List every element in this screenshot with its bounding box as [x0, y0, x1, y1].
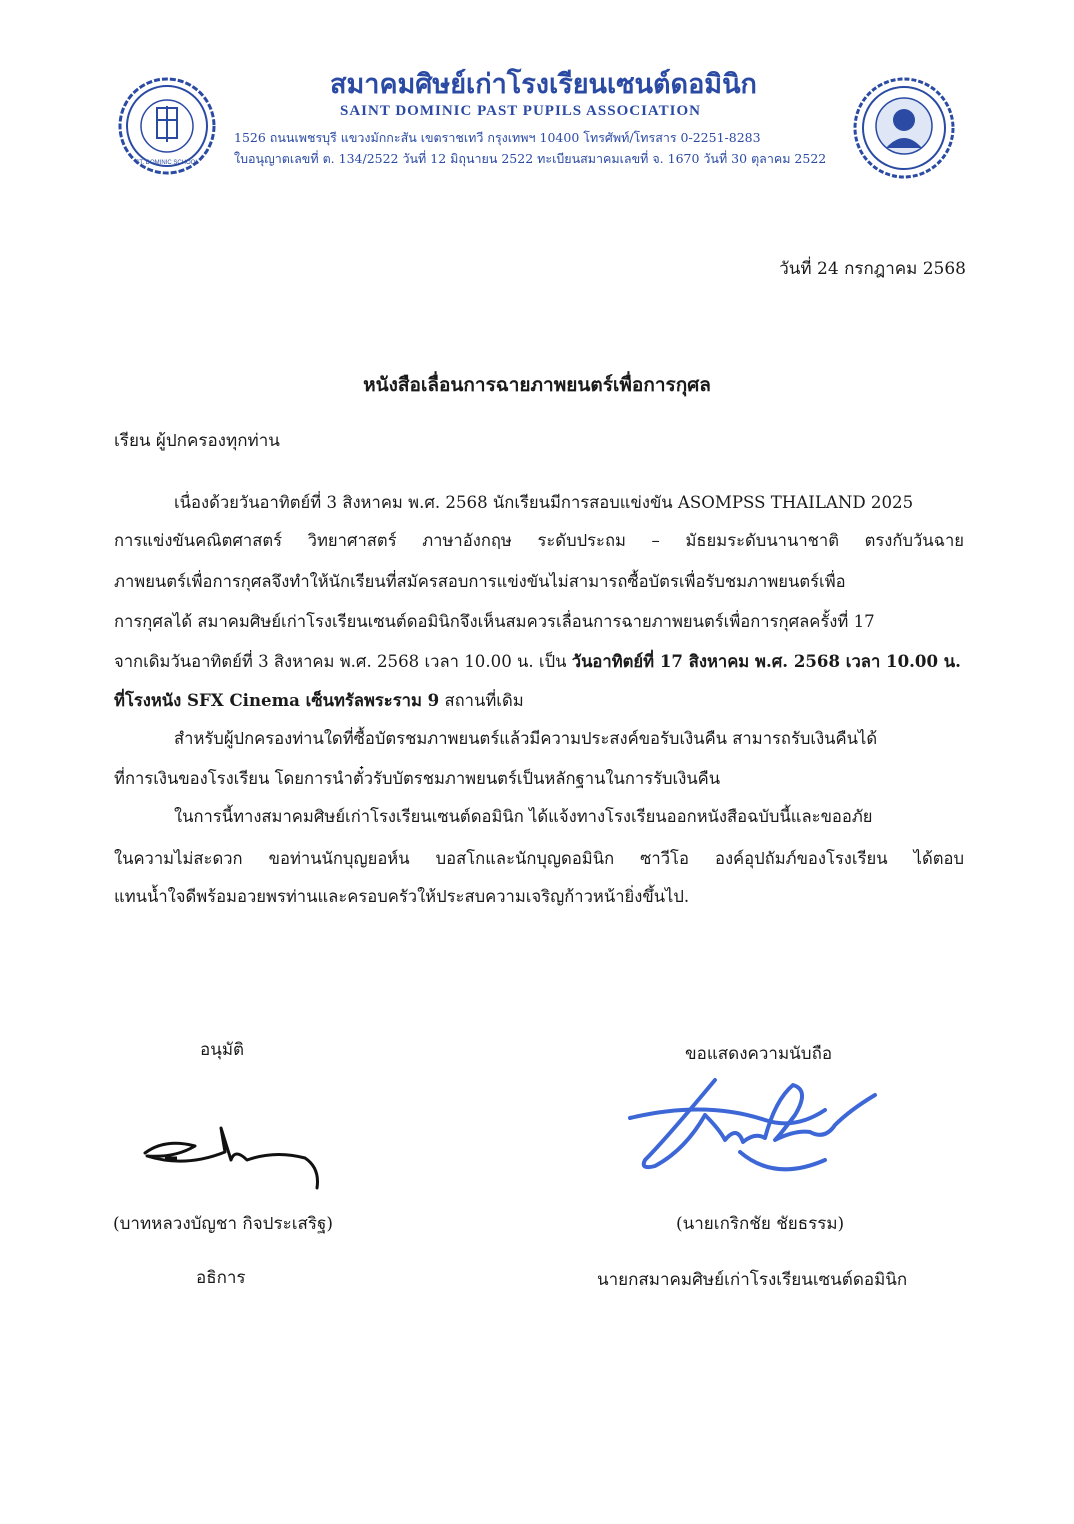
- letter-subject: หนังสือเลื่อนการฉายภาพยนตร์เพื่อการกุศล: [363, 374, 711, 396]
- president-name: (นายเกริกชัย ชัยธรรม): [676, 1214, 845, 1234]
- director-signature: [135, 1108, 345, 1198]
- paragraph-1-line-4: การกุศลได้ สมาคมศิษย์เก่าโรงเรียนเซนต์ดอมินิกจึงเห็นสมควรเลื่อนการฉายภาพยนตร์เพื่อการกุศลครั้งที่ 17: [114, 612, 875, 631]
- paragraph-1-line-2: การแข่งขันคณิตศาสตร์ วิทยาศาสตร์ ภาษาอังกฤษ ระดับประถม – มัธยมระดับนานาชาติ ตรงกับวันฉาย: [114, 531, 964, 550]
- paragraph-3-line-1: ในการนี้ทางสมาคมศิษย์เก่าโรงเรียนเซนต์ดอมินิก ได้แจ้งทางโรงเรียนออกหนังสือฉบับนี้และขออภัย: [174, 807, 873, 826]
- original-date-text: จากเดิมวันอาทิตย์ที่ 3 สิงหาคม พ.ศ. 2568 เวลา 10.00 น. เป็น: [114, 652, 572, 671]
- association-license: ใบอนุญาตเลขที่ ต. 134/2522 วันที่ 12 มิถุนายน 2522 ทะเบียนสมาคมเลขที่ จ. 1670 วันที่ 30 ตุลาคม 2522: [234, 151, 827, 166]
- letter-date: วันที่ 24 กรกฎาคม 2568: [779, 259, 966, 279]
- paragraph-1-line-6: [114, 688, 964, 714]
- closing-heading: ขอแสดงความนับถือ: [685, 1044, 833, 1064]
- association-address: 1526 ถนนเพชรบุรี แขวงมักกะสัน เขตราชเทวี กรุงเทพฯ 10400 โทรศัพท์/โทรสาร 0-2251-8283: [234, 130, 761, 145]
- paragraph-3-line-3: แทนน้ำใจดีพร้อมอวยพรท่านและครอบครัวให้ประสบความเจริญก้าวหน้ายิ่งขึ้นไป.: [114, 887, 690, 906]
- paragraph-1-line-3: ภาพยนตร์เพื่อการกุศลจึงทำให้นักเรียนที่สมัครสอบการแข่งขันไม่สามารถซื้อบัตรเพื่อรับชมภาพยนตร์เพื่อ: [114, 572, 846, 591]
- salutation: เรียน ผู้ปกครองทุกท่าน: [114, 431, 280, 451]
- paragraph-3-line-2: ในความไม่สะดวก ขอท่านนักบุญยอห์น บอสโกและนักบุญดอมินิก ซาวีโอ องค์อุปถัมภ์ของโรงเรียน ได้ตอบ: [114, 849, 964, 868]
- venue-text: ที่โรงหนัง SFX Cinema เซ็นทรัลพระราม 9: [114, 690, 440, 710]
- approval-heading: อนุมัติ: [200, 1040, 245, 1060]
- paragraph-1-line-1: เนื่องด้วยวันอาทิตย์ที่ 3 สิงหาคม พ.ศ. 2568 นักเรียนมีการสอบแข่งขัน ASOMPSS THAILAND 2025: [174, 493, 914, 512]
- association-name-thai: สมาคมศิษย์เก่าโรงเรียนเซนต์ดอมินิก: [330, 69, 757, 100]
- new-date-text: วันอาทิตย์ที่ 17 สิงหาคม พ.ศ. 2568 เวลา 10.00 น.: [571, 651, 961, 671]
- paragraph-2-line-2: ที่การเงินของโรงเรียน โดยการนำตั๋วรับบัตรชมภาพยนตร์เป็นหลักฐานในการรับเงินคืน: [114, 769, 721, 788]
- venue-note: สถานที่เดิม: [439, 691, 524, 710]
- school-logo: [117, 76, 217, 176]
- director-title: อธิการ: [196, 1268, 246, 1288]
- paragraph-2-line-1: สำหรับผู้ปกครองท่านใดที่ซื้อบัตรชมภาพยนตร์แล้วมีความประสงค์ขอรับเงินคืน สามารถรับเงินคืนได้: [174, 729, 878, 748]
- president-signature: [625, 1070, 895, 1185]
- director-name: (บาทหลวงบัญชา กิจประเสริฐ): [113, 1214, 334, 1234]
- school-logo-text: ST. DOMINIC SCHOOL: [135, 160, 199, 166]
- association-logo: [852, 76, 956, 180]
- paragraph-1-line-5: [114, 649, 964, 675]
- president-title: นายกสมาคมศิษย์เก่าโรงเรียนเซนต์ดอมินิก: [597, 1270, 908, 1290]
- association-name-english: SAINT DOMINIC PAST PUPILS ASSOCIATION: [340, 103, 701, 119]
